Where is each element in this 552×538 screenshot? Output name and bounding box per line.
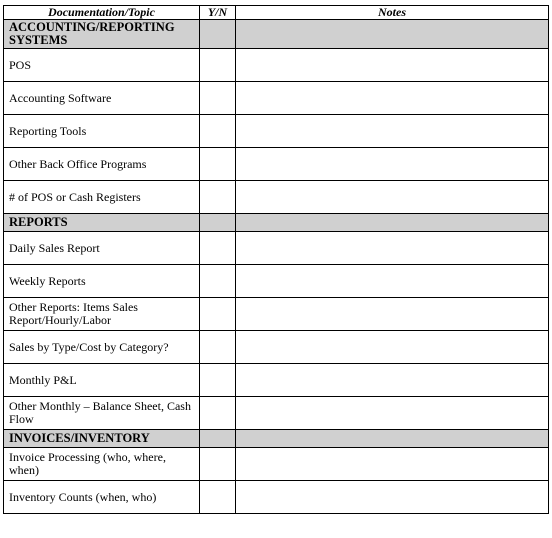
table-row	[4, 331, 549, 364]
topic-cell: Invoice Processing (who, where, when)	[4, 448, 200, 481]
table-row	[4, 232, 549, 265]
yn-cell[interactable]	[200, 115, 236, 148]
table-row	[4, 397, 549, 430]
notes-cell[interactable]	[236, 181, 549, 214]
notes-cell	[236, 214, 549, 232]
notes-cell[interactable]	[236, 298, 549, 331]
yn-cell[interactable]	[200, 298, 236, 331]
topic-cell: Weekly Reports	[4, 265, 200, 298]
documentation-checklist-table	[3, 5, 549, 514]
notes-cell[interactable]	[236, 397, 549, 430]
yn-cell	[200, 20, 236, 49]
table-row	[4, 265, 549, 298]
section-title: ACCOUNTING/REPORTING SYSTEMS	[4, 20, 200, 49]
table-row	[4, 49, 549, 82]
header-row	[4, 6, 549, 20]
notes-cell[interactable]	[236, 115, 549, 148]
notes-cell[interactable]	[236, 448, 549, 481]
yn-cell	[200, 214, 236, 232]
notes-cell[interactable]	[236, 364, 549, 397]
topic-cell: Other Monthly – Balance Sheet, Cash Flow	[4, 397, 200, 430]
table-row	[4, 298, 549, 331]
yn-cell[interactable]	[200, 49, 236, 82]
yn-cell[interactable]	[200, 181, 236, 214]
yn-cell	[200, 430, 236, 448]
topic-cell: POS	[4, 49, 200, 82]
table-row	[4, 481, 549, 514]
table-row	[4, 82, 549, 115]
table-row	[4, 181, 549, 214]
header-notes: Notes	[236, 6, 549, 20]
table-row	[4, 115, 549, 148]
topic-cell: # of POS or Cash Registers	[4, 181, 200, 214]
notes-cell[interactable]	[236, 148, 549, 181]
yn-cell[interactable]	[200, 448, 236, 481]
table-row	[4, 148, 549, 181]
notes-cell	[236, 430, 549, 448]
notes-cell[interactable]	[236, 481, 549, 514]
yn-cell[interactable]	[200, 232, 236, 265]
notes-cell[interactable]	[236, 82, 549, 115]
yn-cell[interactable]	[200, 397, 236, 430]
notes-cell[interactable]	[236, 49, 549, 82]
section-title: INVOICES/INVENTORY	[4, 430, 200, 448]
section-row-accounting	[4, 20, 549, 49]
yn-cell[interactable]	[200, 331, 236, 364]
topic-cell: Other Reports: Items Sales Report/Hourly/Labor	[4, 298, 200, 331]
notes-cell[interactable]	[236, 265, 549, 298]
header-yn: Y/N	[200, 6, 236, 20]
topic-cell: Inventory Counts (when, who)	[4, 481, 200, 514]
table-row	[4, 448, 549, 481]
notes-cell[interactable]	[236, 331, 549, 364]
yn-cell[interactable]	[200, 148, 236, 181]
notes-cell	[236, 20, 549, 49]
yn-cell[interactable]	[200, 265, 236, 298]
topic-cell: Reporting Tools	[4, 115, 200, 148]
topic-cell: Accounting Software	[4, 82, 200, 115]
topic-cell: Daily Sales Report	[4, 232, 200, 265]
section-title: REPORTS	[4, 214, 200, 232]
topic-cell: Other Back Office Programs	[4, 148, 200, 181]
table-row	[4, 364, 549, 397]
topic-cell: Sales by Type/Cost by Category?	[4, 331, 200, 364]
topic-cell: Monthly P&L	[4, 364, 200, 397]
yn-cell[interactable]	[200, 364, 236, 397]
section-row-reports	[4, 214, 549, 232]
section-row-invoices	[4, 430, 549, 448]
header-topic: Documentation/Topic	[4, 6, 200, 20]
yn-cell[interactable]	[200, 481, 236, 514]
yn-cell[interactable]	[200, 82, 236, 115]
notes-cell[interactable]	[236, 232, 549, 265]
